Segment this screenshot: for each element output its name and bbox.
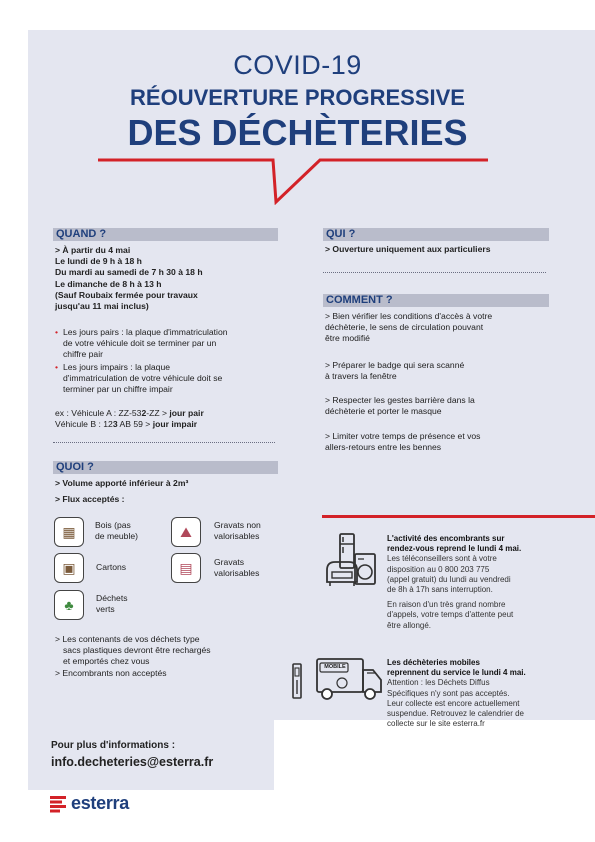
appliances-icon: [324, 532, 380, 588]
bullet-line: de votre véhicule doit se terminer par un: [63, 338, 217, 349]
flux-label-line: Déchets: [96, 593, 128, 603]
comment-line: déchèterie et porter le masque: [325, 406, 442, 417]
comment-line: > Bien vérifier les conditions d'accès à votre: [325, 311, 493, 321]
note-line: > Les contenants de vos déchets type: [55, 634, 200, 644]
flux-label-line: Gravats: [214, 557, 245, 567]
section-quand-header: QUAND ?: [53, 228, 278, 241]
schedule-line: Le lundi de 9 h à 18 h: [55, 256, 142, 267]
info-note-line: être allongé.: [387, 620, 432, 630]
info-body-line: Les téléconseillers sont à votre: [387, 554, 497, 564]
bullet-dot-icon: •: [55, 361, 59, 372]
flux-label-line: valorisables: [214, 531, 260, 542]
logo-mark-icon: [50, 795, 68, 813]
footer-email-link[interactable]: info.decheteries@esterra.fr: [51, 755, 214, 769]
flux-label: [214, 520, 261, 542]
esterra-logo: [50, 793, 129, 814]
info-title-line: Les déchèteries mobiles: [387, 658, 480, 667]
logo-text: esterra: [71, 793, 129, 813]
note-line: et emportés chez vous: [63, 656, 150, 667]
info-title-line: L'activité des encombrants sur: [387, 534, 505, 543]
bullet-line: Les jours impairs : la plaque: [63, 361, 170, 372]
flux-label: [96, 593, 128, 615]
info-body-line: suspendue. Retrouvez le calendrier de: [387, 709, 524, 719]
comment-line: > Limiter votre temps de présence et vos: [325, 431, 481, 441]
bullet-line: terminer par un chiffre impair: [63, 384, 173, 394]
mobile-truck-icon: [292, 656, 384, 702]
bullet-line: chiffre pair: [63, 349, 103, 360]
comment-line: déchèterie, le sens de circulation pouvant: [325, 322, 484, 333]
flux-label-line: Cartons: [96, 562, 127, 572]
mobiles-info: [387, 658, 587, 729]
flux-label-line: valorisables: [214, 568, 260, 579]
title-reouverture: RÉOUVERTURE PROGRESSIVE: [130, 85, 465, 110]
quoi-volume: > Volume apporté inférieur à 2m³: [55, 478, 189, 488]
bullet-line: Les jours pairs : la plaque d'immatriculation: [63, 327, 228, 337]
note-line: sacs plastiques devront être rechargés: [63, 645, 211, 656]
comment-line: allers-retours entre les bennes: [325, 442, 442, 453]
quand-schedule: [55, 245, 285, 312]
flux-label: [96, 562, 126, 573]
section-qui-header: QUI ?: [323, 228, 549, 241]
info-body-line: disposition au 0 800 203 775: [387, 564, 490, 574]
info-body-line: (appel gratuit) du lundi au vendredi: [387, 574, 511, 584]
flux-label: [214, 557, 259, 579]
info-body-line: Leur collecte est encore actuellement: [387, 698, 520, 708]
comment-line: être modifié: [325, 333, 370, 344]
quand-example-a: ex : Véhicule A : ZZ-532-ZZ > jour pair: [55, 408, 204, 418]
bricks-icon: ▤: [171, 553, 201, 583]
comment-item: [325, 311, 555, 345]
divider: [323, 272, 546, 273]
info-title-line: reprennent du service le lundi 4 mai.: [387, 668, 526, 678]
footer-info-label: Pour plus d'informations :: [51, 740, 176, 751]
note-line: > Encombrants non acceptés: [55, 667, 167, 678]
wood-pallet-icon: ▦: [54, 517, 84, 547]
comment-item: [325, 395, 555, 417]
cardboard-box-icon: ▣: [54, 553, 84, 583]
comment-line: > Préparer le badge qui sera scanné: [325, 360, 465, 370]
flux-label: [95, 520, 138, 542]
comment-item: [325, 431, 555, 453]
divider: [53, 442, 275, 443]
info-body-line: collecte sur le site esterra.fr: [387, 719, 485, 729]
quand-example-b: Véhicule B : 123 AB 59 > jour impair: [55, 419, 198, 429]
qui-text: > Ouverture uniquement aux particuliers: [325, 244, 491, 254]
flux-label-line: Gravats non: [214, 520, 261, 530]
info-note-line: En raison d'un très grand nombre: [387, 600, 506, 610]
speech-bubble-line: [98, 157, 488, 205]
tree-icon: ♣: [54, 590, 84, 620]
comment-item: [325, 360, 555, 382]
rubble-icon: ⛰: [171, 517, 201, 547]
info-title-line: rendez-vous reprend le lundi 4 mai.: [387, 544, 522, 554]
flux-label-line: Bois (pas: [95, 520, 131, 530]
info-body-line: Spécifiques n'y sont pas acceptés.: [387, 688, 510, 698]
section-quoi-header: QUOI ?: [53, 461, 278, 474]
flux-label-line: verts: [96, 604, 115, 615]
comment-line: à travers la fenêtre: [325, 371, 397, 382]
info-body-line: Attention : les Déchets Diffus: [387, 678, 490, 688]
quoi-notes: [55, 634, 285, 679]
title-decheteries: DES DÉCHÈTERIES: [127, 112, 468, 153]
comment-line: > Respecter les gestes barrière dans la: [325, 395, 475, 405]
schedule-line: jusqu'au 11 mai inclus): [55, 301, 149, 312]
info-body-line: de 8h à 17h sans interruption.: [387, 585, 493, 595]
encombrants-info: [387, 534, 587, 631]
section-comment-header: COMMENT ?: [323, 294, 549, 307]
schedule-line: Le dimanche de 8 h à 13 h: [55, 278, 162, 289]
schedule-line: (Sauf Roubaix fermée pour travaux: [55, 289, 198, 300]
schedule-line: Du mardi au samedi de 7 h 30 à 18 h: [55, 267, 203, 278]
red-separator: [322, 515, 595, 518]
quoi-flux-label: > Flux acceptés :: [55, 494, 125, 504]
bullet-line: d'immatriculation de votre véhicule doit se: [63, 372, 223, 383]
title-covid: COVID-19: [233, 50, 362, 80]
bullet-dot-icon: •: [55, 327, 59, 337]
truck-mobile-label: MOBILE: [324, 664, 346, 670]
info-note-line: d'appels, votre temps d'attente peut: [387, 610, 514, 620]
flux-label-line: de meuble): [95, 531, 138, 542]
schedule-line: > À partir du 4 mai: [55, 245, 131, 255]
